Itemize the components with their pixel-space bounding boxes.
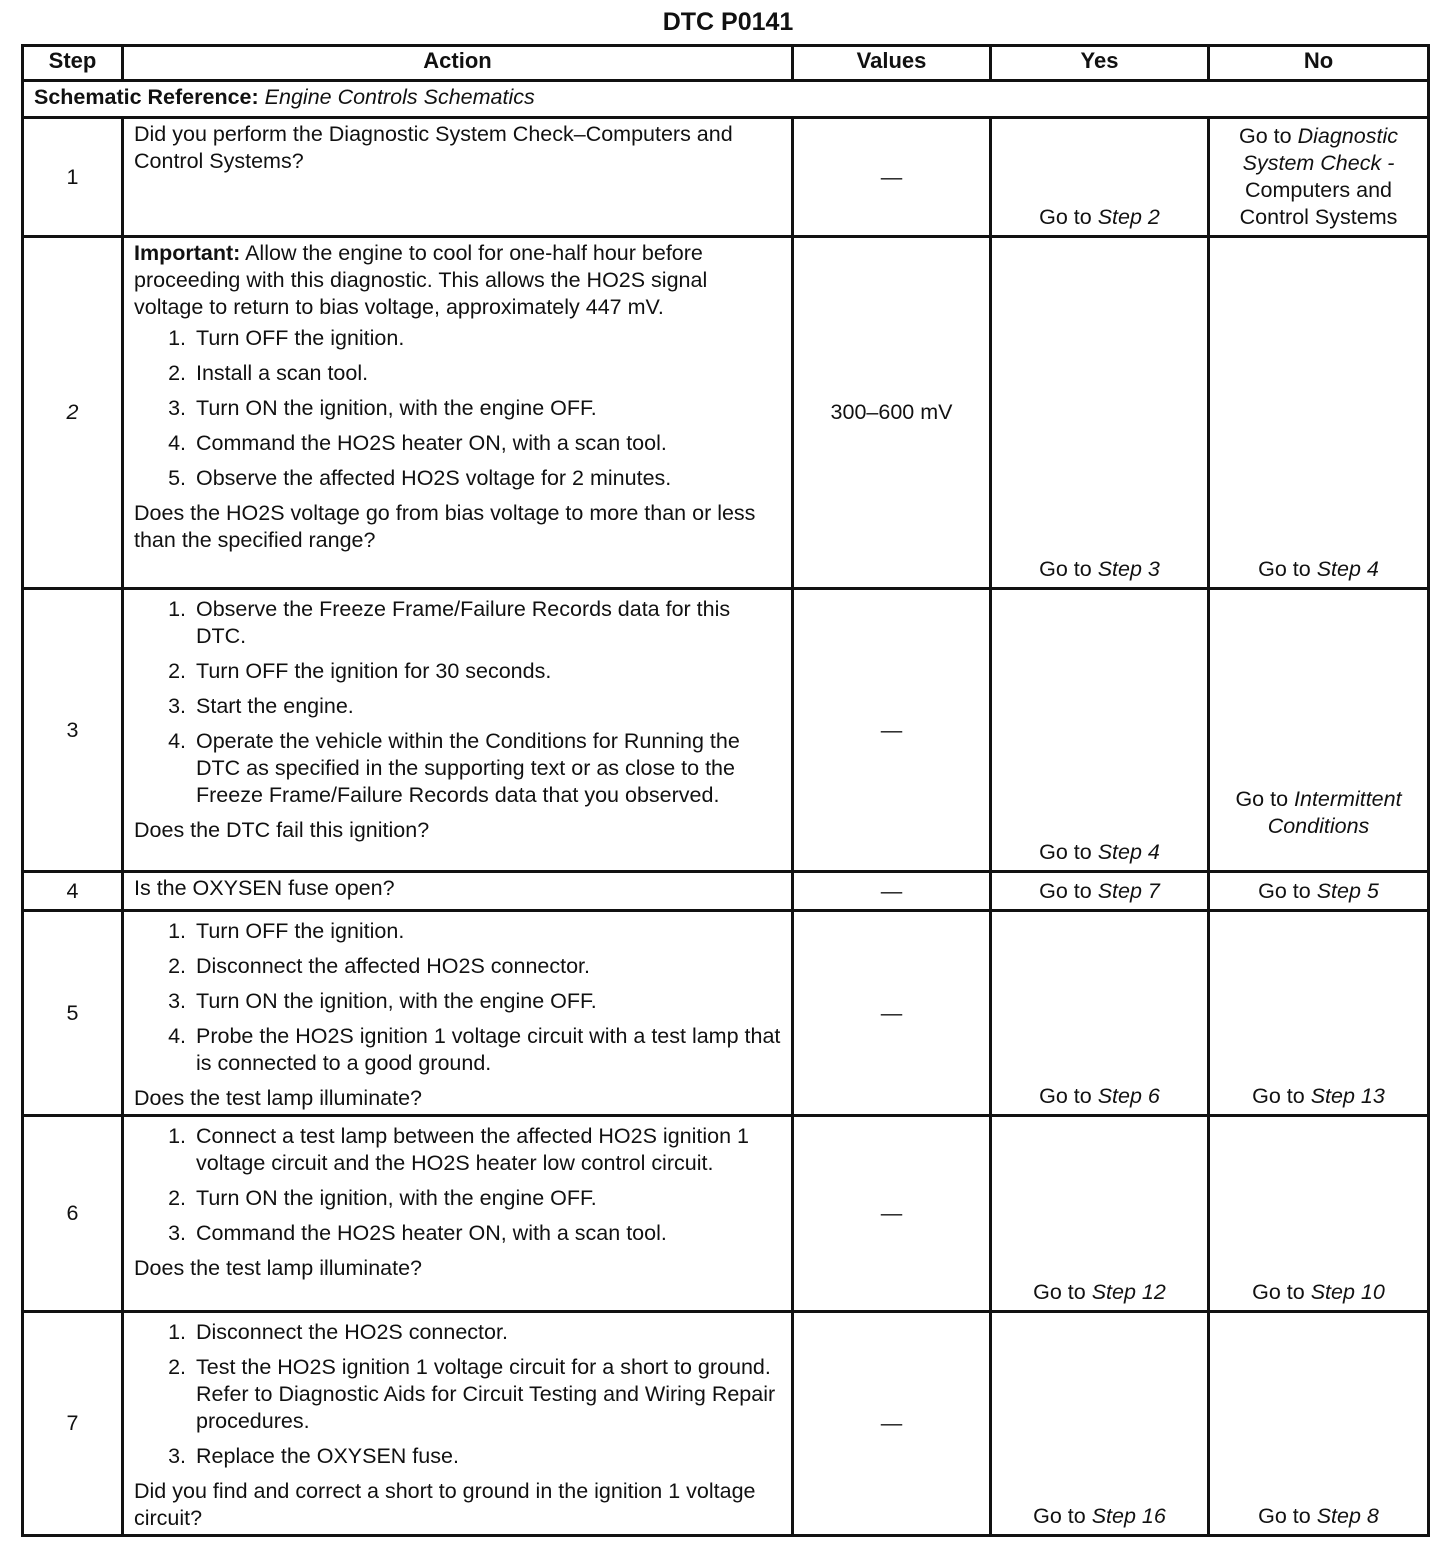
action-question: Does the test lamp illuminate? — [134, 1256, 423, 1280]
page-title: DTC P0141 — [662, 8, 794, 36]
schematic-reference-row — [23, 81, 1429, 118]
no-link[interactable]: Step 5 — [1316, 879, 1379, 903]
yes-cell — [991, 1116, 1209, 1312]
header-no: No — [1209, 46, 1429, 81]
table-row — [23, 911, 1429, 1116]
action-step: 1. Observe the Freeze Frame/Failure Records data for this DTC. — [192, 596, 781, 650]
value-cell: — — [793, 872, 991, 911]
no-prefix: Go to — [1258, 1504, 1311, 1528]
schematic-label: Schematic Reference: — [34, 85, 259, 109]
no-prefix: Go to — [1258, 879, 1311, 903]
action-cell — [123, 1116, 793, 1312]
header-row — [23, 46, 1429, 81]
no-link[interactable]: Step 10 — [1310, 1280, 1385, 1304]
no-link[interactable]: Step 8 — [1316, 1504, 1379, 1528]
no-cell — [1209, 872, 1429, 911]
action-question: Did you find and correct a short to ground in the ignition 1 voltage circuit? — [134, 1479, 756, 1530]
action-cell — [123, 911, 793, 1116]
no-link[interactable]: Step 4 — [1316, 557, 1379, 581]
action-question: Does the test lamp illuminate? — [134, 1086, 423, 1110]
step-number: 3 — [23, 589, 123, 872]
yes-link[interactable]: Step 3 — [1097, 557, 1160, 581]
action-step: 3. Turn ON the ignition, with the engine OFF. — [192, 395, 781, 422]
action-intro — [134, 121, 781, 175]
action-steps-list — [134, 1123, 781, 1247]
yes-cell — [991, 237, 1209, 589]
action-step: 2. Disconnect the affected HO2S connector. — [192, 953, 781, 980]
table-row — [23, 237, 1429, 589]
action-cell — [123, 237, 793, 589]
value-cell: — — [793, 1116, 991, 1312]
yes-prefix: Go to — [1039, 840, 1092, 864]
yes-link[interactable]: Step 4 — [1097, 840, 1160, 864]
step-number: 7 — [23, 1312, 123, 1536]
action-intro — [134, 240, 781, 321]
header-values: Values — [793, 46, 991, 81]
action-step: 2. Test the HO2S ignition 1 voltage circuit for a short to ground. Refer to Diagnostic Aids for Circuit Testing and Wiring Repair procedures. — [192, 1354, 781, 1435]
no-prefix: Go to — [1239, 124, 1292, 148]
action-steps-list — [134, 1319, 781, 1470]
action-intro — [134, 875, 781, 902]
action-step: 3. Start the engine. — [192, 693, 781, 720]
no-prefix: Go to — [1252, 1084, 1305, 1108]
value-cell: — — [793, 1312, 991, 1536]
action-steps-list — [134, 325, 781, 492]
yes-link[interactable]: Step 16 — [1091, 1504, 1166, 1528]
table-row — [23, 872, 1429, 911]
action-cell — [123, 118, 793, 237]
value-cell: — — [793, 589, 991, 872]
action-step: 3. Turn ON the ignition, with the engine OFF. — [192, 988, 781, 1015]
no-prefix: Go to — [1258, 557, 1311, 581]
yes-cell — [991, 911, 1209, 1116]
action-intro-text: Did you perform the Diagnostic System Check–Computers and Control Systems? — [134, 122, 733, 173]
yes-link[interactable]: Step 12 — [1091, 1280, 1166, 1304]
yes-prefix: Go to — [1039, 1084, 1092, 1108]
no-cell — [1209, 589, 1429, 872]
yes-cell — [991, 872, 1209, 911]
action-question: Does the DTC fail this ignition? — [134, 818, 430, 842]
yes-link[interactable]: Step 6 — [1097, 1084, 1160, 1108]
header-step: Step — [23, 46, 123, 81]
action-intro-text: Allow the engine to cool for one-half hour before proceeding with this diagnostic. This allows the HO2S signal voltage to return to bias voltage, approximately 447 mV. — [134, 241, 708, 319]
action-step: 1. Turn OFF the ignition. — [192, 325, 781, 352]
step-number: 5 — [23, 911, 123, 1116]
table-row — [23, 1116, 1429, 1312]
action-step: 2. Turn ON the ignition, with the engine OFF. — [192, 1185, 781, 1212]
yes-prefix: Go to — [1033, 1280, 1086, 1304]
diagnostic-table — [21, 44, 1430, 1537]
action-cell — [123, 1312, 793, 1536]
yes-link[interactable]: Step 7 — [1097, 879, 1160, 903]
yes-cell — [991, 1312, 1209, 1536]
header-yes: Yes — [991, 46, 1209, 81]
action-question: Does the HO2S voltage go from bias voltage to more than or less than the specified range? — [134, 501, 756, 552]
no-prefix: Go to — [1235, 787, 1289, 811]
action-step: 1. Disconnect the HO2S connector. — [192, 1319, 781, 1346]
action-step: 4. Command the HO2S heater ON, with a scan tool. — [192, 430, 781, 457]
action-step: 2. Turn OFF the ignition for 30 seconds. — [192, 658, 781, 685]
table-row — [23, 118, 1429, 237]
action-intro-text: Is the OXYSEN fuse open? — [134, 876, 395, 900]
no-cell — [1209, 237, 1429, 589]
yes-prefix: Go to — [1039, 557, 1092, 581]
no-link[interactable]: Diagnostic System Check - — [1242, 124, 1398, 175]
schematic-link[interactable]: Engine Controls Schematics — [264, 85, 535, 109]
yes-prefix: Go to — [1033, 1504, 1086, 1528]
action-step: 3. Replace the OXYSEN fuse. — [192, 1443, 781, 1470]
action-cell — [123, 589, 793, 872]
step-number: 6 — [23, 1116, 123, 1312]
action-step: 4. Operate the vehicle within the Conditions for Running the DTC as specified in the supporting text or as close to the Freeze Frame/Failure Records data that you observed. — [192, 728, 781, 809]
value-cell: — — [793, 118, 991, 237]
yes-cell — [991, 589, 1209, 872]
yes-prefix: Go to — [1039, 205, 1092, 229]
step-number: 1 — [23, 118, 123, 237]
header-action: Action — [123, 46, 793, 81]
action-step: 1. Connect a test lamp between the affected HO2S ignition 1 voltage circuit and the HO2S heater low control circuit. — [192, 1123, 781, 1177]
no-prefix: Go to — [1252, 1280, 1305, 1304]
important-label: Important: — [134, 241, 241, 265]
no-cell — [1209, 1312, 1429, 1536]
no-cell — [1209, 1116, 1429, 1312]
yes-cell — [991, 118, 1209, 237]
no-cell — [1209, 911, 1429, 1116]
value-cell: 300–600 mV — [793, 237, 991, 589]
action-steps-list — [134, 596, 781, 809]
no-suffix: Computers and Control Systems — [1239, 178, 1398, 229]
action-step: 2. Install a scan tool. — [192, 360, 781, 387]
no-link[interactable]: Intermittent Conditions — [1267, 787, 1402, 838]
no-link[interactable]: Step 13 — [1310, 1084, 1385, 1108]
table-row — [23, 1312, 1429, 1536]
action-step: 5. Observe the affected HO2S voltage for 2 minutes. — [192, 465, 781, 492]
action-cell — [123, 872, 793, 911]
value-cell: — — [793, 911, 991, 1116]
step-number: 4 — [23, 872, 123, 911]
action-step: 1. Turn OFF the ignition. — [192, 918, 781, 945]
action-steps-list — [134, 918, 781, 1077]
yes-link[interactable]: Step 2 — [1097, 205, 1160, 229]
no-cell — [1209, 118, 1429, 237]
action-step: 3. Command the HO2S heater ON, with a scan tool. — [192, 1220, 781, 1247]
yes-prefix: Go to — [1039, 879, 1092, 903]
table-row — [23, 589, 1429, 872]
action-step: 4. Probe the HO2S ignition 1 voltage circuit with a test lamp that is connected to a good ground. — [192, 1023, 781, 1077]
step-number: 2 — [23, 237, 123, 589]
